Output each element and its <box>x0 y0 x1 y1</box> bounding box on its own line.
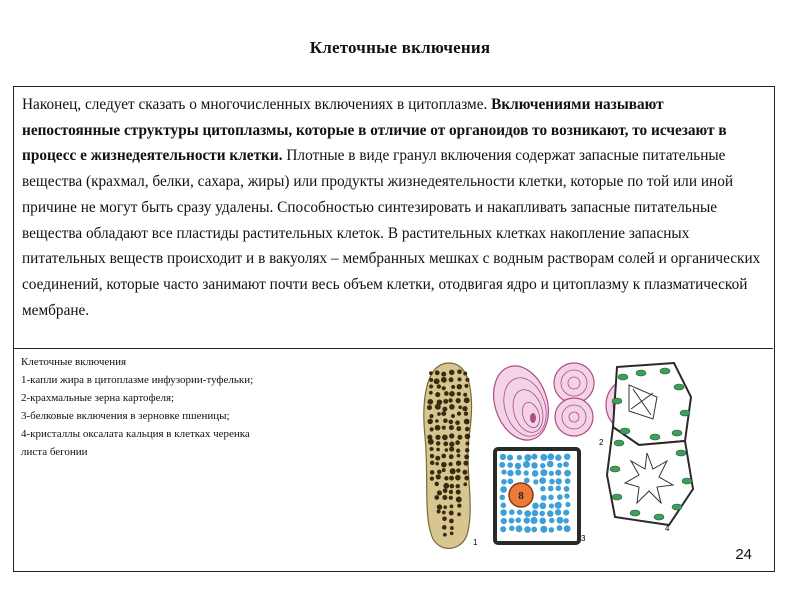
intro-paragraph <box>14 87 773 349</box>
intro-text-2: Плотные в виде гранул включения содержат запасные питательные вещества (крахмал, белки, сахара, жиры) или продукты жизнедеятельности клетки, которые по той или иной причине не могут быть сразу удалены. Способностью синтезировать и накапливать запасные питательные вещества обладают все пластиды растительных клеток. В растительных клетках накопление запасных питательных веществ происходит и в вакуолях – мембранных мешках с водным растворам солей и органических соединений, которые часто занимают почти весь объем клетки, отодвигая ядро и цитоплазму к плазматической мембране. <box>22 147 761 319</box>
chloroplast <box>672 504 682 510</box>
intro-text-1: Наконец, следует сказать о многочисленных включениях в цитоплазме. <box>22 96 492 113</box>
chloroplast <box>612 398 622 404</box>
protein-grain <box>500 503 506 509</box>
fat-droplet <box>457 392 461 396</box>
protein-grain <box>563 518 568 523</box>
fat-droplet <box>442 517 447 522</box>
chloroplast <box>680 410 690 416</box>
chloroplast <box>660 368 670 374</box>
fat-droplet <box>449 511 454 516</box>
fat-droplet <box>465 434 471 440</box>
legend-item: листа бегонии <box>21 446 88 458</box>
protein-grain <box>516 525 523 532</box>
fat-droplet <box>449 404 455 410</box>
protein-grain <box>524 478 530 484</box>
fat-droplet <box>450 468 456 474</box>
chloroplast <box>672 430 682 436</box>
fat-droplet <box>441 377 447 383</box>
protein-grain <box>509 526 515 532</box>
fat-droplet <box>455 475 461 481</box>
fat-droplet <box>465 378 469 382</box>
legend-heading: Клеточные включения <box>21 356 127 368</box>
protein-grain <box>532 470 539 477</box>
chloroplast <box>614 440 624 446</box>
fat-droplet <box>464 384 468 388</box>
protein-grain <box>557 463 562 468</box>
protein-grain <box>540 454 547 461</box>
legend-item: 2-крахмальные зерна картофеля; <box>21 392 175 404</box>
chloroplast <box>676 450 686 456</box>
fat-droplet <box>435 425 441 431</box>
chloroplast <box>674 384 684 390</box>
protein-grain <box>564 486 570 492</box>
fat-droplet <box>442 407 447 412</box>
fat-droplet <box>442 468 446 472</box>
fat-droplet <box>463 482 467 486</box>
wheat-cell <box>495 449 579 543</box>
chloroplast <box>636 370 646 376</box>
protein-grain <box>555 509 561 515</box>
fat-droplet <box>430 470 435 475</box>
fat-droplet <box>442 525 447 530</box>
fat-droplet <box>437 504 442 509</box>
chloroplast <box>682 478 692 484</box>
protein-grain <box>517 510 522 515</box>
protein-grain <box>507 462 513 468</box>
fat-droplet <box>437 470 442 475</box>
fat-droplet <box>437 490 442 495</box>
fat-droplet <box>458 405 462 409</box>
content-frame <box>13 86 775 572</box>
protein-grain <box>556 478 562 484</box>
protein-grain <box>500 486 507 493</box>
chloroplast <box>620 428 630 434</box>
protein-grain <box>523 461 530 468</box>
protein-grain <box>515 469 521 475</box>
protein-grain <box>507 455 513 461</box>
protein-grain <box>507 478 513 484</box>
protein-grain <box>539 477 546 484</box>
protein-grain <box>547 510 554 517</box>
protein-grain <box>548 495 553 500</box>
fat-droplet <box>443 505 447 509</box>
fat-droplet <box>430 461 435 466</box>
fat-droplet <box>435 392 440 397</box>
protein-grain <box>499 462 505 468</box>
protein-grain <box>530 517 537 524</box>
fat-droplet <box>434 378 440 384</box>
protein-grain <box>549 527 555 533</box>
legend-item: 3-белковые включения в зерновке пшеницы; <box>21 410 230 422</box>
fat-droplet <box>457 512 461 516</box>
fat-droplet <box>448 462 452 466</box>
fat-droplet <box>437 412 441 416</box>
protein-grain <box>547 453 554 460</box>
fat-droplet <box>465 427 470 432</box>
chloroplast <box>630 510 640 516</box>
fat-droplet <box>449 519 454 524</box>
protein-grain <box>515 517 521 523</box>
fat-droplet <box>464 454 469 459</box>
fat-droplet <box>455 420 460 425</box>
fat-droplet <box>458 377 462 381</box>
fat-droplet <box>450 526 454 530</box>
fat-droplet <box>457 412 461 416</box>
fat-droplet <box>449 441 454 446</box>
protein-grain <box>556 486 562 492</box>
fat-droplet <box>456 490 461 495</box>
fat-droplet <box>429 371 433 375</box>
protein-grain <box>564 493 569 498</box>
fat-droplet <box>457 503 461 507</box>
begonia-cells <box>607 363 693 525</box>
intro-bold-definition: Включениями называют непостоянные структуры цитоплазмы, которые в отличие от органоидов то возникают, то исчезают в процесс е жизнедеятельности клетки. <box>22 96 727 165</box>
protein-grain <box>564 453 570 459</box>
chloroplast <box>650 434 660 440</box>
protein-grain <box>524 454 531 461</box>
fat-droplet <box>436 448 440 452</box>
fat-droplet <box>463 461 468 466</box>
chloroplast <box>654 514 664 520</box>
protein-grain <box>563 461 569 467</box>
nucleus-label: 8 <box>518 490 524 502</box>
protein-grain <box>533 479 538 484</box>
fat-droplet <box>463 393 467 397</box>
protein-grain <box>565 478 571 484</box>
paramecium-cell <box>424 363 472 548</box>
fat-droplet <box>437 509 441 513</box>
slide-title: Клеточные включения <box>309 38 491 57</box>
figure-legend <box>21 353 351 461</box>
protein-grain <box>555 454 561 460</box>
protein-grain <box>524 510 531 517</box>
fat-droplet <box>457 384 462 389</box>
figure-label-2: 2 <box>599 438 604 447</box>
fat-droplet <box>429 385 433 389</box>
protein-grain <box>549 471 554 476</box>
protein-grain <box>564 525 571 532</box>
fat-droplet <box>451 385 455 389</box>
fat-droplet <box>435 456 440 461</box>
fat-droplet <box>435 435 440 440</box>
fat-droplet <box>443 418 448 423</box>
protein-grain <box>532 502 539 509</box>
protein-grain <box>555 502 562 509</box>
fat-droplet <box>450 484 455 489</box>
fat-droplet <box>435 419 439 423</box>
fat-droplet <box>435 462 439 466</box>
protein-grain <box>532 510 539 517</box>
fat-droplet <box>464 419 470 425</box>
fat-droplet <box>435 482 440 487</box>
fat-droplet <box>465 448 470 453</box>
protein-grain <box>540 469 547 476</box>
fat-droplet <box>445 448 449 452</box>
fat-droplet <box>451 414 455 418</box>
fat-droplet <box>450 504 454 508</box>
protein-grain <box>501 479 507 485</box>
fat-droplet <box>462 470 467 475</box>
fat-droplet <box>457 369 462 374</box>
fat-droplet <box>442 386 446 390</box>
fat-droplet <box>434 495 439 500</box>
fat-droplet <box>442 426 446 430</box>
fat-droplet <box>427 399 433 405</box>
figure-label-3: 3 <box>581 534 586 543</box>
fat-droplet <box>449 476 454 481</box>
protein-grain <box>500 509 507 516</box>
fat-droplet <box>456 461 461 466</box>
fat-droplet <box>429 391 433 395</box>
chloroplast <box>612 494 622 500</box>
fat-droplet <box>429 414 433 418</box>
fat-droplet <box>464 411 468 415</box>
protein-grain <box>540 526 547 533</box>
fat-droplet <box>456 497 462 503</box>
protein-grain <box>565 502 570 507</box>
fat-droplet <box>443 483 449 489</box>
protein-grain <box>517 455 522 460</box>
chloroplast <box>610 466 620 472</box>
protein-grain <box>524 526 531 533</box>
fat-droplet <box>437 384 441 388</box>
fat-droplet <box>456 449 460 453</box>
fat-droplet <box>448 398 452 402</box>
figure-label-1: 1 <box>473 538 478 547</box>
protein-grain <box>501 469 506 474</box>
fat-droplet <box>435 404 441 410</box>
protein-grain <box>539 518 546 525</box>
fat-droplet <box>444 476 448 480</box>
protein-grain <box>499 495 505 501</box>
fat-droplet <box>455 440 460 445</box>
fat-droplet <box>442 495 447 500</box>
protein-grain <box>548 486 554 492</box>
fat-droplet <box>449 377 454 382</box>
fat-droplet <box>443 441 448 446</box>
fat-droplet <box>449 490 453 494</box>
protein-grain <box>557 517 564 524</box>
fat-droplet <box>449 496 453 500</box>
protein-grain <box>549 518 554 523</box>
fat-droplet <box>435 370 440 375</box>
protein-grain <box>509 509 515 515</box>
fat-droplet <box>449 446 454 451</box>
protein-grain <box>507 470 513 476</box>
protein-grain <box>539 511 545 517</box>
page-number: 24 <box>735 546 752 563</box>
protein-grain <box>564 470 571 477</box>
fat-droplet <box>427 419 432 424</box>
fat-droplet <box>456 468 460 472</box>
fat-droplet <box>456 484 460 488</box>
fat-droplet <box>430 476 434 480</box>
fat-droplet <box>449 454 454 459</box>
legend-item: 4-кристаллы оксалата кальция в клетках черенка <box>21 428 250 440</box>
protein-grain <box>500 454 506 460</box>
fat-droplet <box>430 427 434 431</box>
fat-droplet <box>449 370 454 375</box>
protein-grain <box>539 502 546 509</box>
fat-droplet <box>450 532 454 536</box>
fat-droplet <box>457 454 461 458</box>
fat-droplet <box>464 397 470 403</box>
protein-grain <box>540 486 545 491</box>
protein-grain <box>501 518 507 524</box>
fat-droplet <box>464 476 469 481</box>
protein-grain <box>555 470 561 476</box>
fat-droplet <box>441 462 447 468</box>
protein-grain <box>524 517 530 523</box>
protein-grain <box>540 463 545 468</box>
fat-droplet <box>436 441 441 446</box>
protein-grain <box>547 461 554 468</box>
fat-droplet <box>443 533 447 537</box>
protein-grain <box>557 525 563 531</box>
protein-grain <box>557 494 563 500</box>
fat-droplet <box>444 391 449 396</box>
protein-grain <box>531 454 537 460</box>
protein-grain <box>549 503 554 508</box>
fat-droplet <box>436 474 441 479</box>
chloroplast <box>618 374 628 380</box>
protein-grain <box>515 463 521 469</box>
fat-droplet <box>443 488 448 493</box>
fat-droplet <box>428 439 434 445</box>
protein-grain <box>524 470 529 475</box>
protein-grain <box>531 527 537 533</box>
protein-grain <box>509 518 515 524</box>
protein-grain <box>531 462 537 468</box>
protein-grain <box>549 479 555 485</box>
fat-droplet <box>442 435 448 441</box>
fat-droplet <box>429 378 433 382</box>
fat-droplet <box>449 420 454 425</box>
inclusions-figure <box>409 357 699 557</box>
fat-droplet <box>441 411 446 416</box>
fat-droplet <box>449 391 455 397</box>
fat-droplet <box>443 399 448 404</box>
fat-droplet <box>427 405 432 410</box>
fat-droplet <box>441 454 446 459</box>
fat-droplet <box>449 433 454 438</box>
fat-droplet <box>462 406 467 411</box>
fat-droplet <box>441 372 446 377</box>
fat-droplet <box>429 447 433 451</box>
fat-droplet <box>456 398 461 403</box>
protein-grain <box>541 495 547 501</box>
legend-item: 1-капли жира в цитоплазме инфузории-туфельки; <box>21 374 254 386</box>
fat-droplet <box>457 435 462 440</box>
fat-droplet <box>456 426 461 431</box>
fat-droplet <box>465 441 469 445</box>
figure-label-4: 4 <box>665 524 670 533</box>
fat-droplet <box>449 425 454 430</box>
fat-droplet <box>442 511 446 515</box>
protein-grain <box>563 510 569 516</box>
protein-grain <box>500 526 506 532</box>
fat-droplet <box>430 454 434 458</box>
fat-droplet <box>463 372 467 376</box>
